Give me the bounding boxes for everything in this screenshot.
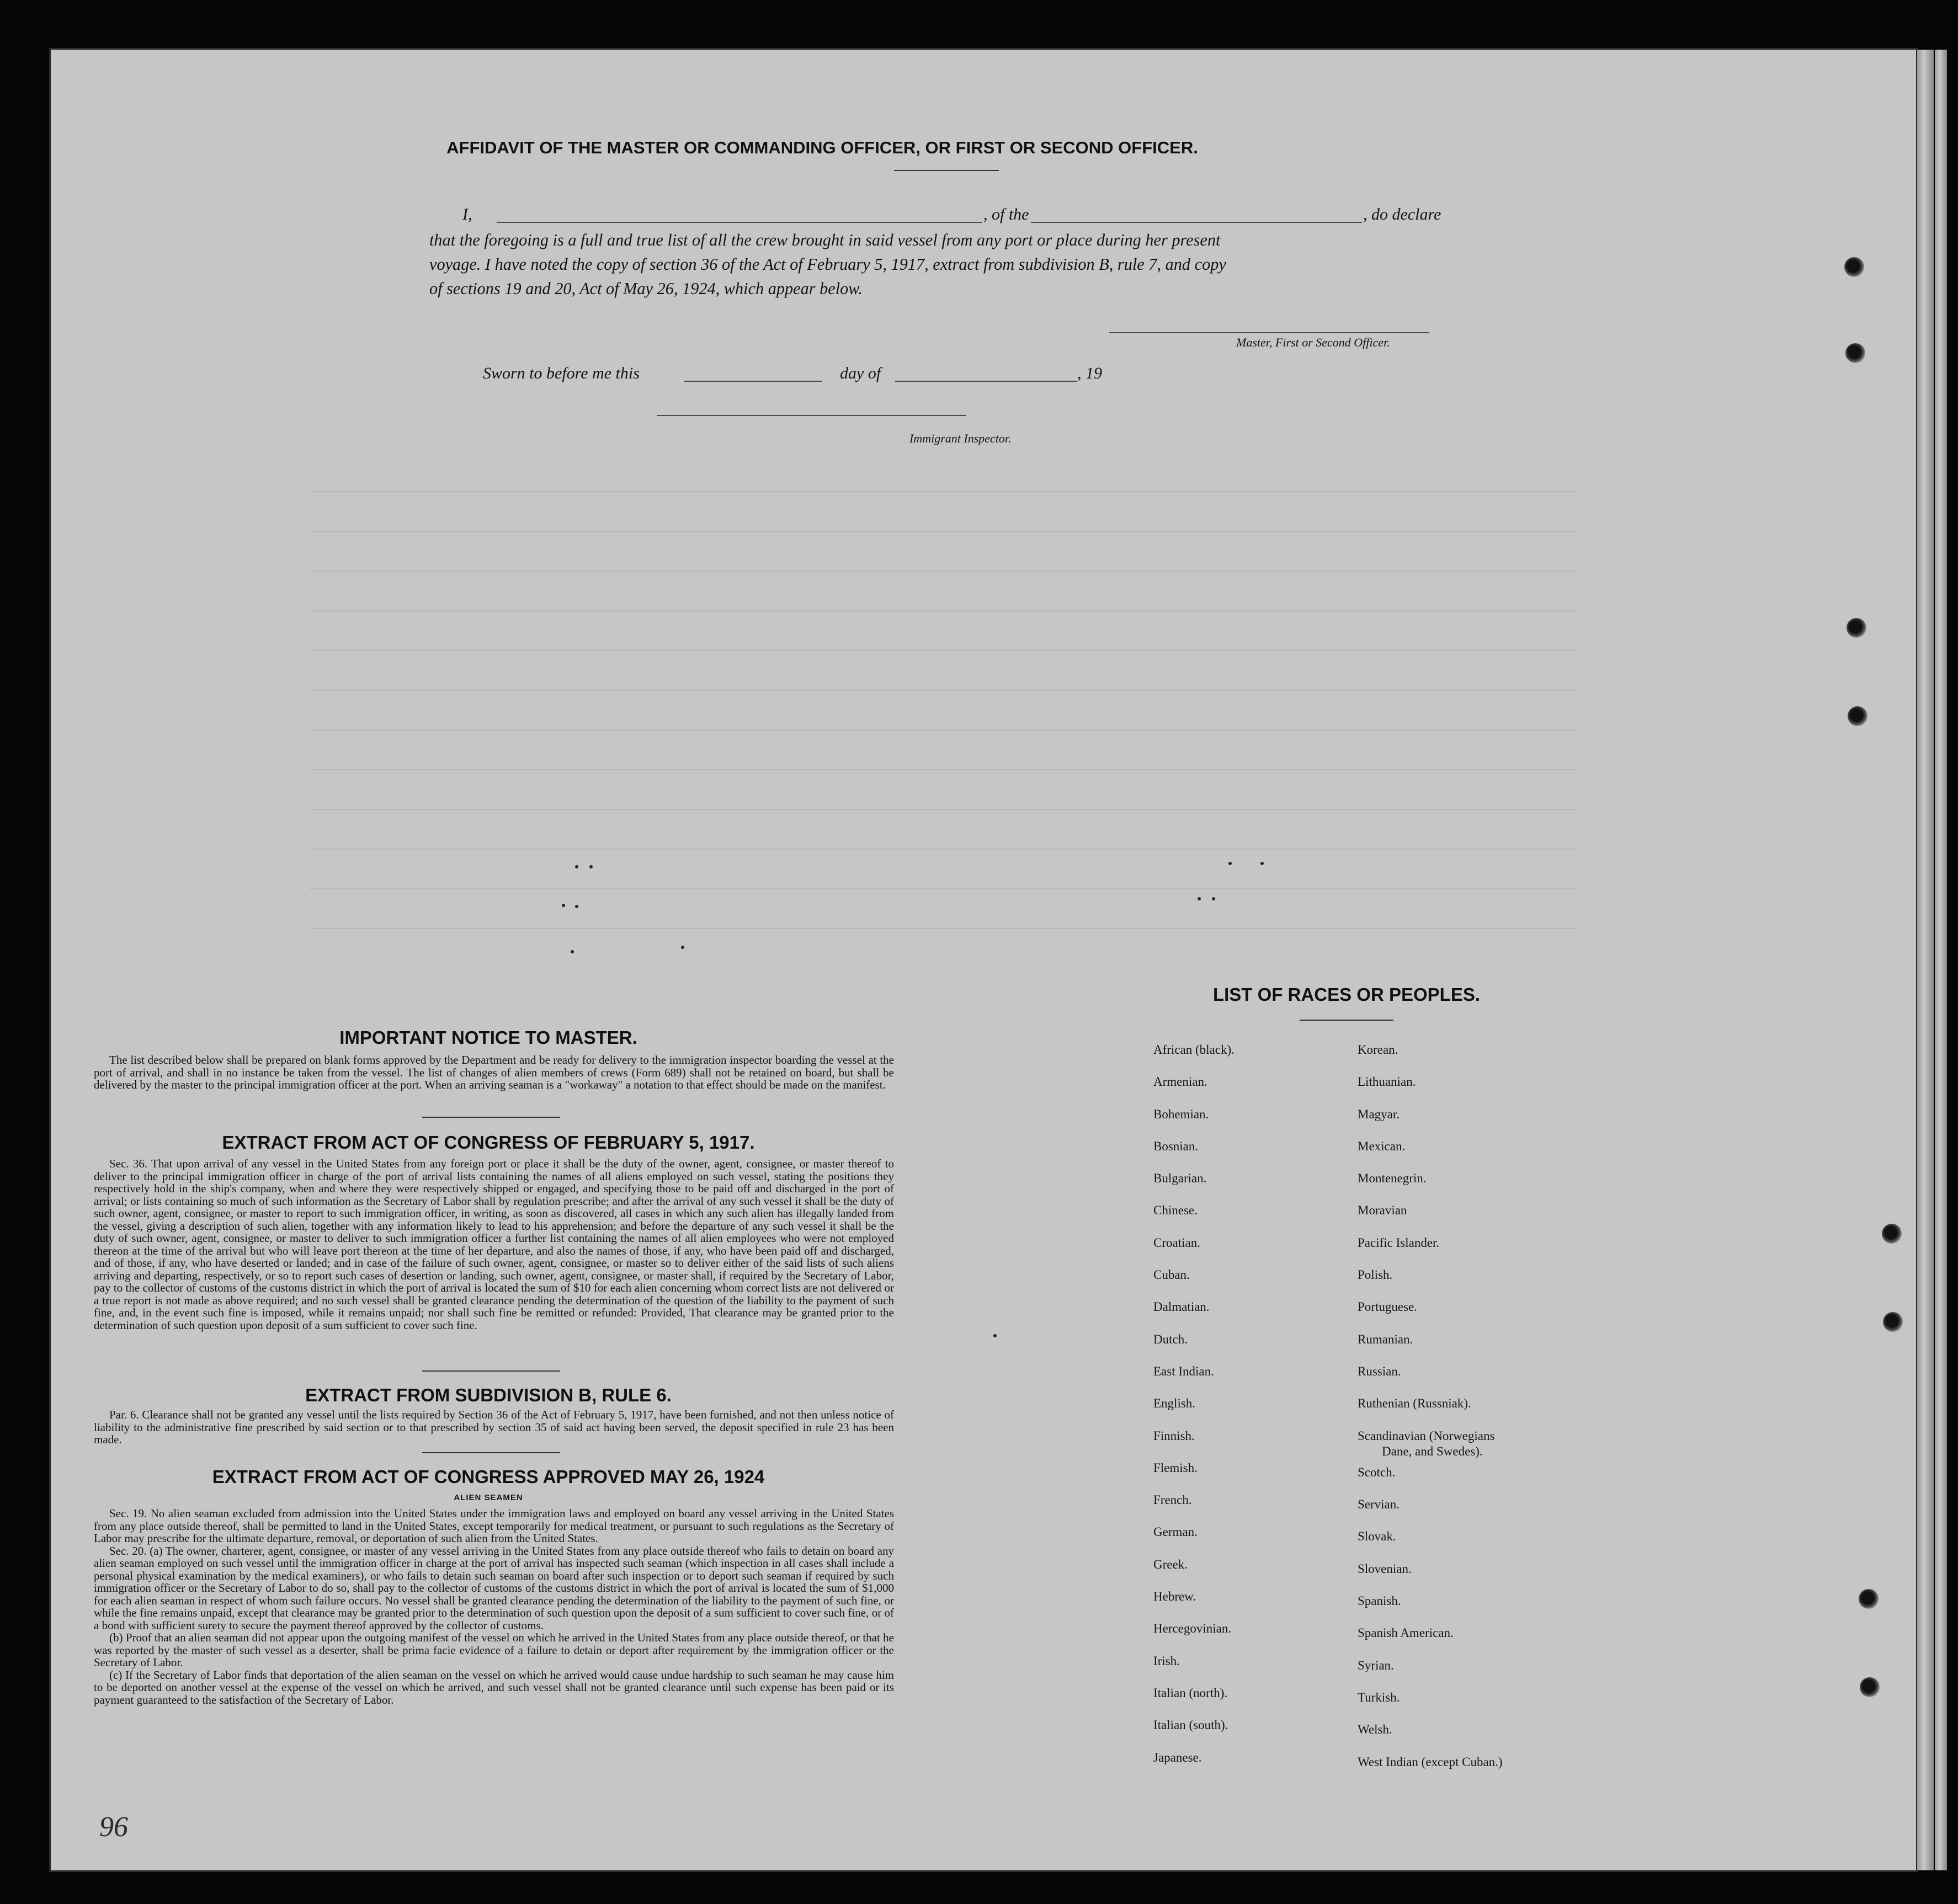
extract-1917-text bbox=[94, 1158, 894, 1331]
section-rule bbox=[422, 1117, 560, 1118]
ink-dot bbox=[575, 865, 578, 868]
binder-hole bbox=[1882, 1224, 1902, 1244]
race-item: Croatian. bbox=[1153, 1235, 1200, 1250]
affidavit-text-line3: of sections 19 and 20, Act of May 26, 1924, which appear below. bbox=[429, 279, 863, 298]
race-item: Cuban. bbox=[1153, 1268, 1190, 1282]
sworn-label: Sworn to before me this bbox=[483, 364, 640, 382]
ink-dot bbox=[562, 904, 565, 907]
vessel-blank[interactable] bbox=[1031, 222, 1362, 223]
ink-dot bbox=[1198, 897, 1201, 900]
race-item: Bosnian. bbox=[1153, 1139, 1199, 1153]
bleed-through-rows bbox=[309, 452, 1578, 949]
race-item: Armenian. bbox=[1153, 1075, 1207, 1089]
race-item: French. bbox=[1153, 1493, 1192, 1507]
section-rule bbox=[422, 1370, 560, 1372]
binder-hole bbox=[1847, 618, 1866, 638]
race-item: Montenegrin. bbox=[1358, 1171, 1427, 1186]
race-item: Korean. bbox=[1358, 1043, 1398, 1057]
race-item: Mexican. bbox=[1358, 1139, 1406, 1153]
sworn-day-blank[interactable] bbox=[684, 381, 822, 382]
affidavit-i-label: I, bbox=[462, 205, 472, 223]
inspector-signature-line[interactable] bbox=[657, 415, 966, 416]
title-rule bbox=[894, 170, 999, 171]
binder-hole bbox=[1848, 706, 1867, 726]
race-item: Moravian bbox=[1358, 1203, 1407, 1218]
sec19-paragraph: Sec. 19. No alien seaman excluded from admission into the United States under the immigration laws and employed on board any vessel arriving in the United States from any place outside thereof, shall be permitted to land in the United States, except temporarily for medical treatment, or pursuant to such regulations as the Secretary of Labor may prescribe for the ultimate departure, removal, or deportation of such alien from the United States. bbox=[94, 1507, 894, 1545]
race-item: English. bbox=[1153, 1396, 1196, 1411]
name-blank[interactable] bbox=[497, 222, 982, 223]
race-item: Dalmatian. bbox=[1153, 1300, 1210, 1314]
ink-dot bbox=[681, 946, 684, 949]
race-item: Welsh. bbox=[1358, 1722, 1392, 1737]
race-item: Bohemian. bbox=[1153, 1107, 1209, 1121]
race-item: Ruthenian (Russniak). bbox=[1358, 1396, 1471, 1411]
race-item: African (black). bbox=[1153, 1043, 1235, 1057]
ink-dot bbox=[1228, 862, 1232, 865]
extract-1924-subtitle: ALIEN SEAMEN bbox=[454, 1493, 523, 1502]
extract-rule6-text bbox=[94, 1409, 894, 1446]
year-label: , 19 bbox=[1077, 364, 1102, 382]
sec20a-paragraph: Sec. 20. (a) The owner, charterer, agent, consignee, or master of any vessel arriving in the United States from any place outside thereof who fails to detain on board any alien seaman employed on such vessel until the immigration officer in charge at the port of arrival has inspected such seaman (which inspection in all cases shall include a personal physical examination by the medical examiners), or who fails to detain such seaman on board after such inspection or to deport such seaman if required by such immigration officer or the Secretary of Labor to do so, shall pay to the collector of customs of the customs district in which the port of arrival is located the sum of $1,000 for each alien seaman in respect of whom such failure occurs. No vessel shall be granted clearance pending the determination of the liability to the payment of such fine, or while the fine remains unpaid, except that clearance may be granted prior to the determination of such question upon the deposit of a sum sufficient to cover such fine, or of a bond with sufficient surety to secure the payment thereof approved by the collector of customs. bbox=[94, 1544, 894, 1632]
notice-title: IMPORTANT NOTICE TO MASTER. bbox=[339, 1027, 637, 1048]
race-item: Slovenian. bbox=[1358, 1561, 1412, 1576]
affidavit-declare-label: , do declare bbox=[1363, 205, 1441, 223]
binder-hole bbox=[1859, 1589, 1879, 1609]
race-item: German. bbox=[1153, 1525, 1198, 1539]
ink-dot bbox=[571, 950, 574, 953]
extract-rule6-paragraph: Par. 6. Clearance shall not be granted any vessel until the lists required by Section 36 of the Act of February 5, 1917, have been furnished, and not then unless notice of liability to the administrative fine prescribed by said section or to that prescribed by section 35 of said act having been served, the deposit specified in rule 23 has been made. bbox=[94, 1408, 894, 1446]
race-item: Scotch. bbox=[1358, 1465, 1396, 1479]
race-item: Pacific Islander. bbox=[1358, 1235, 1440, 1250]
inspector-caption: Immigrant Inspector. bbox=[909, 431, 1012, 445]
race-item: Italian (south). bbox=[1153, 1718, 1228, 1732]
race-item: Bulgarian. bbox=[1153, 1171, 1207, 1186]
extract-1924-title: EXTRACT FROM ACT OF CONGRESS APPROVED MAY 26, 1924 bbox=[212, 1466, 765, 1487]
ink-dot bbox=[993, 1334, 997, 1337]
binder-hole bbox=[1860, 1677, 1880, 1697]
day-of-label: day of bbox=[840, 364, 881, 382]
ink-dot bbox=[575, 905, 578, 908]
race-item: Irish. bbox=[1153, 1654, 1180, 1668]
race-item: Finnish. bbox=[1153, 1428, 1195, 1443]
race-item: Polish. bbox=[1358, 1268, 1393, 1282]
affidavit-title: AFFIDAVIT OF THE MASTER OR COMMANDING OFFICER, OR FIRST OR SECOND OFFICER. bbox=[446, 138, 1198, 157]
affidavit-text-line1: that the foregoing is a full and true list of all the crew brought in said vessel from any port or place during her present bbox=[429, 231, 1221, 249]
sworn-month-blank[interactable] bbox=[895, 381, 1077, 382]
race-item: Spanish. bbox=[1358, 1594, 1401, 1608]
race-item: Hebrew. bbox=[1153, 1590, 1196, 1604]
races-left-column bbox=[1153, 1043, 1235, 1783]
section-rule bbox=[422, 1452, 560, 1453]
page-edge bbox=[1917, 50, 1934, 1870]
extract-rule6-title: EXTRACT FROM SUBDIVISION B, RULE 6. bbox=[305, 1385, 672, 1405]
race-item: Dane, and Swedes). bbox=[1382, 1444, 1483, 1458]
race-item: Servian. bbox=[1358, 1497, 1400, 1512]
notice-text bbox=[94, 1054, 894, 1091]
page-edge bbox=[1935, 50, 1947, 1870]
races-right-column bbox=[1358, 1043, 1503, 1787]
race-item: Slovak. bbox=[1358, 1529, 1396, 1544]
race-item: Scandinavian (Norwegians bbox=[1358, 1428, 1495, 1443]
race-item: Italian (north). bbox=[1153, 1686, 1228, 1700]
races-title: LIST OF RACES OR PEOPLES. bbox=[1212, 984, 1481, 1005]
race-item: Portuguese. bbox=[1358, 1300, 1417, 1314]
extract-1924-text bbox=[94, 1507, 894, 1706]
race-item: Greek. bbox=[1153, 1557, 1188, 1571]
race-item: Japanese. bbox=[1153, 1750, 1202, 1764]
race-item: West Indian (except Cuban.) bbox=[1358, 1754, 1503, 1769]
race-item: Lithuanian. bbox=[1358, 1075, 1416, 1089]
sec20c-paragraph: (c) If the Secretary of Labor finds that deportation of the alien seaman on the vessel on which he arrived would cause undue hardship to such seaman he may cause him to be deported on another vessel at the expense of the vessel on which he arrived, and such vessel shall not be granted clearance until such expense has been paid or its payment guaranteed to the satisfaction of the Secretary of Labor. bbox=[94, 1668, 894, 1706]
handwritten-mark: 96 bbox=[99, 1811, 128, 1843]
binder-hole bbox=[1883, 1312, 1903, 1332]
extract-1917-title: EXTRACT FROM ACT OF CONGRESS OF FEBRUARY 5, 1917. bbox=[222, 1132, 755, 1153]
race-item: Magyar. bbox=[1358, 1107, 1400, 1121]
race-item: Rumanian. bbox=[1358, 1332, 1413, 1346]
race-item: Dutch. bbox=[1153, 1332, 1188, 1346]
ink-dot bbox=[1260, 862, 1264, 865]
master-signature-caption: Master, First or Second Officer. bbox=[1236, 335, 1390, 349]
master-signature-line[interactable] bbox=[1109, 332, 1429, 333]
race-item: Spanish American. bbox=[1358, 1626, 1454, 1640]
sec20b-paragraph: (b) Proof that an alien seaman did not appear upon the outgoing manifest of the vessel on which he arrived in the United States from any place outside thereof, or that he was reported by the master of such vessel as a deserter, shall be prima facie evidence of a failure to detain or deport after requirement by the immigration officer or the Secretary of Labor. bbox=[94, 1631, 894, 1669]
binder-hole bbox=[1845, 343, 1865, 363]
race-item: Flemish. bbox=[1153, 1460, 1198, 1475]
affidavit-text-line2: voyage. I have noted the copy of section 36 of the Act of February 5, 1917, extract from subdivision B, rule 7, and copy bbox=[429, 255, 1226, 274]
race-item: Hercegovinian. bbox=[1153, 1622, 1232, 1636]
ink-dot bbox=[1212, 897, 1215, 900]
notice-paragraph: The list described below shall be prepared on blank forms approved by the Department and be ready for delivery to the immigration inspector boarding the vessel at the port of arrival, and shall in no instance be taken from the vessel. The list of changes of alien members of crews (Form 689) shall not be retained on board, but shall be delivered by the master to the principal immigration officer at the port. When an arriving seaman is a "workaway" a notation to that effect should be made on the manifest. bbox=[94, 1053, 894, 1091]
race-item: Turkish. bbox=[1358, 1690, 1400, 1704]
race-item: Syrian. bbox=[1358, 1658, 1394, 1672]
affidavit-of-the-label: , of the bbox=[983, 205, 1029, 223]
extract-1917-paragraph: Sec. 36. That upon arrival of any vessel in the United States from any foreign port or place it shall be the duty of the owner, agent, consignee, or master thereof to deliver to the principal immigration officer in charge of the port of arrival lists containing the names of all aliens employed on such vessel, stating the positions they respectively hold in the ship's company, when and where they were respectively shipped or engaged, and specifying those to be paid off and discharged in the port of arrival; or lists containing so much of such information as the Secretary of Labor shall by regulation prescribe; and after the arrival of any such vessel it shall be the duty of such owner, agent, consignee, or master to report to such immigration officer, in writing, as soon as discovered, all cases in which any such alien has illegally landed from the vessel, giving a description of such alien, together with any information likely to lead to his apprehension; and before the departure of any such vessel it shall be the duty of such owner, agent, consignee, or master to deliver to such immigration officer a further list containing the names of all alien employees who were not employed thereon at the time of the arrival but who will leave port thereon at the time of her departure, and also the names of those, if any, who have been paid off and discharged, and of those, if any, who have deserted or landed; and in case of the failure of such owner, agent, consignee, or master so to deliver either of the said lists of such aliens arriving and departing, respectively, or so to report such cases of desertion or landing, such owner, agent, consignee, or master shall, if required by the Secretary of Labor, pay to the collector of customs of the customs district in which the port of arrival is located the sum of $10 for each alien concerning whom correct lists are not delivered or a true report is not made as above required; and no such vessel shall be granted clearance pending the determination of the question of the liability to the payment of such fine, and, in the event such fine is imposed, while it remains unpaid; nor shall such fine be remitted or refunded: Provided, That clearance may be granted prior to the determination of such question upon deposit of a sum sufficient to cover such fine. bbox=[94, 1157, 894, 1332]
race-item: Chinese. bbox=[1153, 1203, 1198, 1218]
ink-dot bbox=[589, 865, 593, 868]
race-item: Russian. bbox=[1358, 1364, 1401, 1378]
race-item: East Indian. bbox=[1153, 1364, 1214, 1378]
binder-hole bbox=[1844, 257, 1864, 277]
races-rule bbox=[1300, 1020, 1393, 1021]
